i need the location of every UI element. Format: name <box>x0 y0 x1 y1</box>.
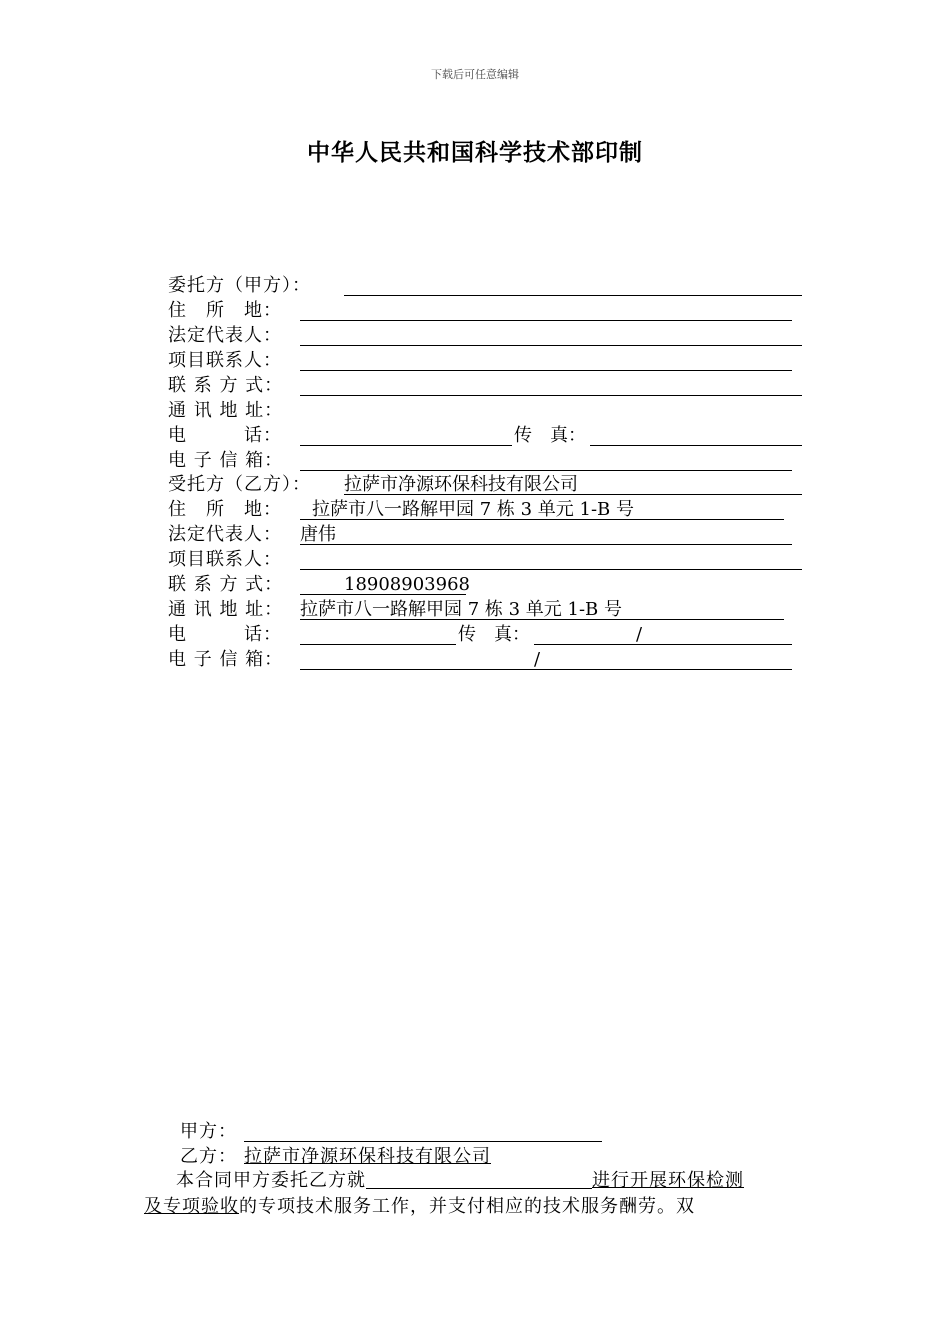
project-name-field[interactable] <box>366 1170 592 1189</box>
body-party-a-label: 甲方： <box>180 1121 237 1142</box>
party-a-mail-address-label: 通 讯 地 址： <box>168 400 284 421</box>
party-b-legal-rep-line <box>300 544 792 545</box>
party-b-mail-address-line <box>300 619 784 620</box>
party-b-address-line <box>300 519 784 520</box>
party-b-address-label: 住 所 地： <box>168 499 282 520</box>
party-b-heading: 受托方（乙方）： <box>168 474 311 495</box>
party-a-fax-label: 传 真： <box>514 425 586 446</box>
party-b-legal-rep: 唐伟 <box>300 524 336 545</box>
party-a-address-label: 住 所 地： <box>168 300 282 321</box>
party-a-address-field[interactable] <box>300 320 792 321</box>
body-party-b-name: 拉萨市净源环保科技有限公司 <box>244 1146 491 1167</box>
party-b-address: 拉萨市八一路解甲园 7 栋 3 单元 1-B 号 <box>312 499 634 520</box>
body-party-a-field[interactable] <box>244 1141 602 1142</box>
party-a-name-field[interactable] <box>344 295 802 296</box>
party-a-contact-method-field[interactable] <box>300 395 802 396</box>
party-b-email: / <box>534 649 541 670</box>
party-b-mail-address: 拉萨市八一路解甲园 7 栋 3 单元 1-B 号 <box>300 599 622 620</box>
party-b-legal-rep-label: 法定代表人： <box>168 524 282 545</box>
document-title: 中华人民共和国科学技术部印制 <box>307 140 643 166</box>
party-a-email-field[interactable] <box>300 470 792 471</box>
party-a-heading: 委托方（甲方）： <box>168 275 311 296</box>
party-b-email-line <box>300 669 792 670</box>
party-b-contact-method-line <box>300 594 466 595</box>
intro-prefix: 本合同甲方委托乙方就 <box>176 1170 366 1191</box>
party-a-contact-method-label: 联 系 方 式： <box>168 375 284 396</box>
party-a-fax-field[interactable] <box>590 445 802 446</box>
body-party-b-label: 乙方： <box>180 1146 237 1167</box>
party-a-phone-field[interactable] <box>300 445 512 446</box>
party-a-phone-label: 电 话： <box>168 425 282 446</box>
party-b-email-label: 电 子 信 箱： <box>168 649 284 670</box>
party-a-contact-label: 项目联系人： <box>168 350 282 371</box>
party-b-name: 拉萨市净源环保科技有限公司 <box>344 474 578 495</box>
party-a-legal-rep-field[interactable] <box>300 345 802 346</box>
party-b-fax: / <box>636 624 643 645</box>
intro-suffix: 进行开展环保检测 <box>592 1170 744 1191</box>
party-b-contact-label: 项目联系人： <box>168 549 282 570</box>
header-note: 下载后可任意编辑 <box>431 68 519 81</box>
party-b-contact-method: 18908903968 <box>344 574 470 595</box>
party-b-mail-address-label: 通 讯 地 址： <box>168 599 284 620</box>
party-b-name-line <box>344 494 802 495</box>
party-b-fax-line <box>534 644 792 645</box>
party-a-legal-rep-label: 法定代表人： <box>168 325 282 346</box>
party-a-email-label: 电 子 信 箱： <box>168 450 284 471</box>
party-b-contact-field[interactable] <box>300 569 802 570</box>
intro-line2-rest: 的专项技术服务工作，并支付相应的技术服务酬劳。双 <box>239 1196 695 1217</box>
contract-intro-line-2 <box>144 1194 695 1220</box>
party-b-contact-method-label: 联 系 方 式： <box>168 574 284 595</box>
party-b-fax-label: 传 真： <box>458 624 530 645</box>
party-a-contact-field[interactable] <box>300 370 792 371</box>
contract-intro-line-1 <box>176 1168 744 1194</box>
intro-line2-underlined: 及专项验收 <box>144 1196 239 1217</box>
party-b-phone-label: 电 话： <box>168 624 282 645</box>
party-b-phone-field[interactable] <box>300 644 456 645</box>
